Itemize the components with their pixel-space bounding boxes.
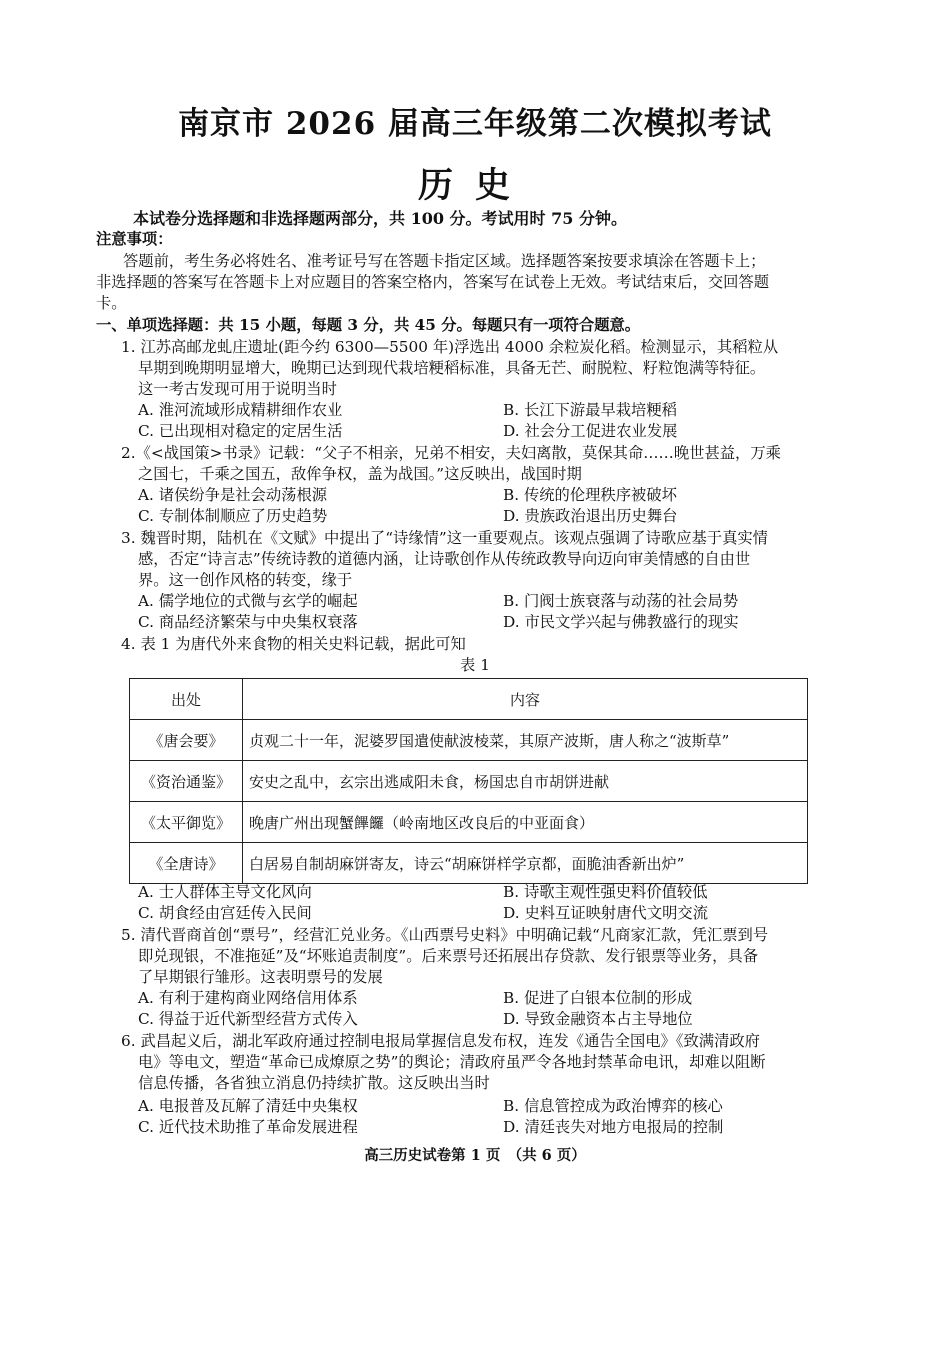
exam-summary: 本试卷分选择题和非选择题两部分，共 100 分。考试用时 75 分钟。 [133,209,627,228]
notice-line: 卡。 [96,294,127,312]
question-3-stem: 界。这一创作风格的转变，缘于 [138,571,353,589]
q6-option-c: C. 近代技术助推了革命发展进程 [138,1118,358,1136]
q2-option-b: B. 传统的伦理秩序被破坏 [503,486,677,504]
q3-option-b: B. 门阀士族衰落与动荡的社会局势 [503,592,739,610]
question-6-stem: 信息传播，各省独立消息仍持续扩散。这反映出当时 [138,1074,490,1092]
table-row [130,720,808,761]
table-row [130,843,808,884]
question-5-stem: 了早期银行雏形。这表明票号的发展 [138,968,383,986]
q6-option-d: D. 清廷丧失对地方电报局的控制 [503,1118,724,1136]
q4-option-c: C. 胡食经由宫廷传入民间 [138,904,312,922]
q3-option-c: C. 商品经济繁荣与中央集权衰落 [138,613,358,631]
q6-option-a: A. 电报普及瓦解了清廷中央集权 [138,1097,358,1115]
q2-option-c: C. 专制体制顺应了历史趋势 [138,507,328,525]
q1-option-c: C. 已出现相对稳定的定居生活 [138,422,343,440]
table-cell-content: 白居易自制胡麻饼寄友，诗云“胡麻饼样学京都，面脆油香新出炉” [243,843,808,884]
q2-option-d: D. 贵族政治退出历史舞台 [503,507,678,525]
q1-option-b: B. 长江下游最早栽培粳稻 [503,401,677,419]
notice-line: 答题前，考生务必将姓名、准考证号写在答题卡指定区域。选择题答案按要求填涂在答题卡上； [123,252,766,270]
question-1-stem: 1. 江苏高邮龙虬庄遗址(距今约 6300—5500 年)浮选出 4000 余粒炭化稻。检测显示，其稻粒从 [121,338,779,356]
subject-title: 历史 [417,165,532,206]
q5-option-a: A. 有利于建构商业网络信用体系 [138,989,358,1007]
table-cell-source: 《唐会要》 [130,720,243,761]
question-6-stem: 电》等电文，塑造“革命已成燎原之势”的舆论；清政府虽严令各地封禁革命电讯，却难以阻断 [138,1053,766,1071]
page-footer: 高三历史试卷第 1 页 （共 6 页） [364,1147,586,1164]
question-2-stem: 之国七，千乘之国五，敌侔争权，盖为战国。”这反映出，战国时期 [138,465,582,483]
food-records-table [129,678,808,884]
table-header-content: 内容 [243,679,808,720]
q4-option-d: D. 史料互证映射唐代文明交流 [503,904,709,922]
q5-option-c: C. 得益于近代新型经营方式传入 [138,1010,358,1028]
q3-option-d: D. 市民文学兴起与佛教盛行的现实 [503,613,739,631]
question-1-stem: 早期到晚期明显增大，晚期已达到现代栽培粳稻标准，具备无芒、耐脱粒、籽粒饱满等特征。 [138,359,766,377]
section-heading: 一、单项选择题：共 15 小题，每题 3 分，共 45 分。每题只有一项符合题意。 [96,316,641,334]
table-header-row [130,679,808,720]
q3-option-a: A. 儒学地位的式微与玄学的崛起 [138,592,358,610]
table-cell-source: 《太平御览》 [130,802,243,843]
q4-option-b: B. 诗歌主观性强史料价值较低 [503,883,708,901]
table-cell-content: 贞观二十一年，泥婆罗国遣使献波棱菜，其原产波斯，唐人称之“波斯草” [243,720,808,761]
table-header-source: 出处 [130,679,243,720]
question-5-stem: 5. 清代晋商首创“票号”，经营汇兑业务。《山西票号史料》中明确记载“凡商家汇款，凭汇票到号 [121,926,769,944]
q5-option-b: B. 促进了白银本位制的形成 [503,989,693,1007]
question-5-stem: 即兑现银，不准拖延”及“坏账追责制度”。后来票号还拓展出存贷款、发行银票等业务，具备 [138,947,759,965]
q5-option-d: D. 导致金融资本占主导地位 [503,1010,693,1028]
table-cell-content: 安史之乱中，玄宗出逃咸阳未食，杨国忠自市胡饼进献 [243,761,808,802]
question-6-stem: 6. 武昌起义后，湖北军政府通过控制电报局掌握信息发布权，连发《通告全国电》《致满清政府 [121,1032,760,1050]
exam-title: 南京市 2026 届高三年级第二次模拟考试 [178,106,772,142]
question-4-stem: 4. 表 1 为唐代外来食物的相关史料记载，据此可知 [121,635,466,653]
table-cell-source: 《全唐诗》 [130,843,243,884]
q4-option-a: A. 士人群体主导文化风向 [138,883,312,901]
notice-heading: 注意事项： [96,230,173,248]
table-cell-content: 晚唐广州出现蟹饆饠（岭南地区改良后的中亚面食） [243,802,808,843]
question-3-stem: 感，否定“诗言志”传统诗教的道德内涵，让诗歌创作从传统政教导向迈向审美情感的自由世 [138,550,751,568]
q1-option-a: A. 淮河流域形成精耕细作农业 [138,401,343,419]
table-caption: 表 1 [460,656,490,674]
table-cell-source: 《资治通鉴》 [130,761,243,802]
table-row [130,802,808,843]
question-3-stem: 3. 魏晋时期，陆机在《文赋》中提出了“诗缘情”这一重要观点。该观点强调了诗歌应基于真实情 [121,529,768,547]
q6-option-b: B. 信息管控成为政治博弈的核心 [503,1097,723,1115]
question-1-stem: 这一考古发现可用于说明当时 [138,380,337,398]
q2-option-a: A. 诸侯纷争是社会动荡根源 [138,486,328,504]
table-row [130,761,808,802]
question-2-stem: 2.《<战国策>书录》记载：“父子不相亲，兄弟不相安，夫妇离散，莫保其命……晚世甚益，万乘 [121,444,781,462]
q1-option-d: D. 社会分工促进农业发展 [503,422,678,440]
notice-line: 非选择题的答案写在答题卡上对应题目的答案空格内，答案写在试卷上无效。考试结束后，交回答题 [96,273,770,291]
